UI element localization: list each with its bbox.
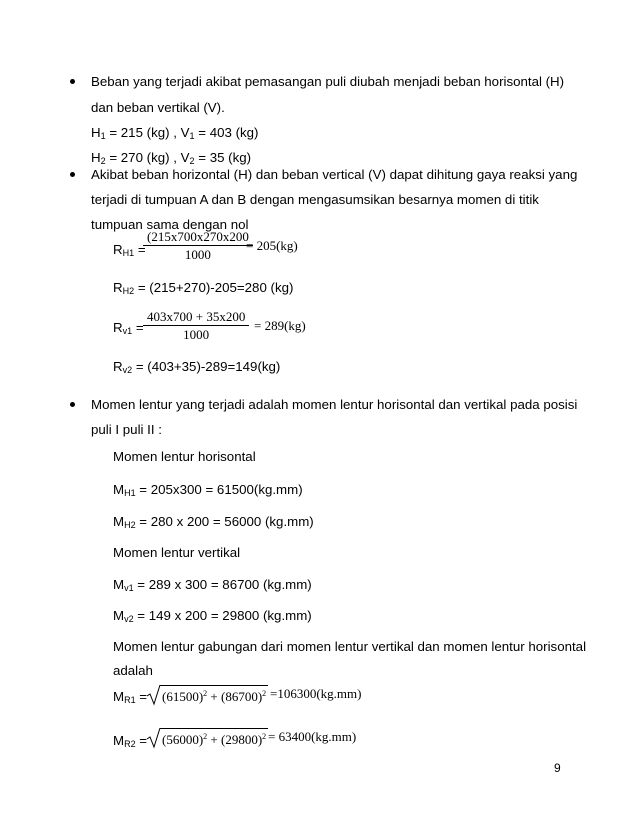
equation-h1-v1: $H_1 = 215$ (kg) , $V_1 = 403$ (kg) — [91, 125, 259, 141]
fraction-rv1 — [143, 309, 249, 343]
section-heading: Momen lentur vertikal — [113, 545, 241, 560]
text-line: adalah — [113, 663, 153, 678]
numerator: 403x700 + 35x200 — [147, 309, 246, 324]
denominator: 1000 — [184, 247, 211, 262]
denominator: 1000 — [183, 327, 210, 342]
equation-rv2: $R_{v2} = (403+35)-289=149(kg)$ — [113, 359, 281, 375]
equation-rv1-label: $R_{v1}$ = — [113, 320, 144, 336]
text-line: terjadi di tumpuan A dan B dengan mengasumsikan besarnya momen di titik — [91, 192, 539, 207]
bullet-dot — [70, 172, 75, 177]
sqrt-mr2: $(56000)^2 + (29800)^2$ — [146, 725, 271, 747]
equation-rh2: $R_{H2} = (215+270)-205=280$ (kg) — [113, 280, 294, 296]
text-line: puli I puli II : — [91, 422, 162, 437]
section-heading: Momen lentur horisontal — [113, 449, 256, 464]
equation-h2-v2: $H_2 = 270$ (kg) , $V_2 = 35$ (kg) — [91, 150, 252, 166]
page-number: 9 — [554, 761, 561, 775]
text-line: Akibat beban horizontal (H) dan beban vertical (V) dapat dihitung gaya reaksi yang — [91, 167, 578, 182]
numerator: (215x700x270x200 — [147, 229, 249, 244]
fraction-rh1 — [143, 229, 253, 263]
equation-mr2-label: $M_{R2}$ = — [113, 733, 148, 749]
result-mr2: = 63400(kg.mm) — [268, 729, 357, 744]
equation-mh1: $M_{H1} = 205x300 = 61500(kg.mm)$ — [113, 482, 303, 498]
sqrt-mr1: $(61500)^2 + (86700)^2$ — [146, 682, 271, 704]
result-mr1: =106300(kg.mm) — [270, 686, 362, 701]
equation-rh1-label: $R_{H1}$ = — [113, 242, 146, 258]
bullet-dot — [70, 402, 75, 407]
result-rv1: = 289(kg) — [254, 318, 306, 333]
equation-mv1: $M_{v1} = 289$ x 300 = 86700 (kg.mm) — [113, 577, 312, 593]
text-line: tumpuan sama dengan nol — [91, 217, 249, 232]
text-line: Beban yang terjadi akibat pemasangan puli diubah menjadi beban horisontal (H) — [91, 74, 565, 89]
result-rh1: = 205(kg) — [246, 238, 298, 253]
text-line: Momen lentur gabungan dari momen lentur vertikal dan momen lentur horisontal — [113, 639, 587, 654]
bullet-dot — [70, 79, 75, 84]
equation-mh2: $M_{H2} = 280$ x 200 = 56000 (kg.mm) — [113, 514, 314, 530]
equation-mv2: $M_{v2} = 149$ x 200 = 29800 (kg.mm) — [113, 608, 312, 624]
equation-mr1-label: $M_{R1}$ = — [113, 689, 148, 705]
text-line: dan beban vertikal (V). — [91, 100, 225, 115]
text-line: Momen lentur yang terjadi adalah momen lentur horisontal dan vertikal pada posisi — [91, 397, 578, 412]
